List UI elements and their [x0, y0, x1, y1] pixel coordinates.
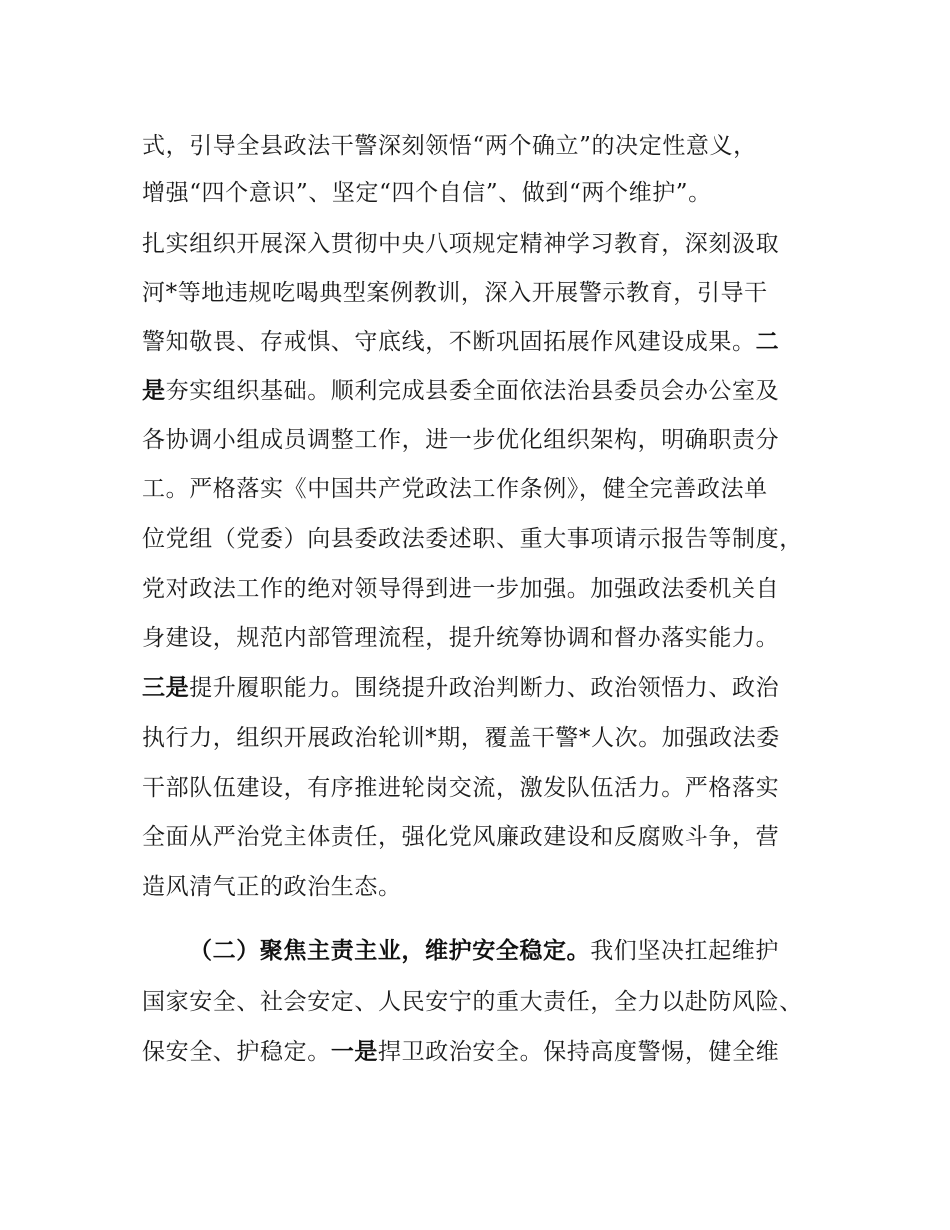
line-text: 造风清气正的政治生态。: [142, 874, 402, 900]
line-text: 位党组（党委）向县委政法委述职、重大事项请示报告等制度，: [142, 526, 803, 552]
text-line-10: [142, 574, 779, 604]
text-line-4: [142, 278, 768, 308]
line-text: 式，引导全县政法干警深刻领悟“两个确立”的决定性意义，: [142, 133, 757, 159]
line-text: 捍卫政治安全。保持高度警惕，健全维: [378, 1039, 780, 1065]
line-text: 身建设，规范内部管理流程，提升统筹协调和督办落实能力。: [142, 625, 780, 651]
line-text: 工。严格落实《中国共产党政法工作条例》，健全完善政法单: [142, 476, 768, 502]
bold-text: 三是: [142, 675, 190, 701]
line-text: 河*等地违规吃喝典型案例教训，深入开展警示教育，引导干: [142, 280, 768, 306]
text-line-7: [142, 425, 779, 455]
text-line-19: [142, 1037, 779, 1067]
text-line-11: [142, 623, 779, 653]
text-line-8: [142, 474, 768, 504]
text-line-16: [142, 872, 402, 902]
line-text: 增强“四个意识”、坚定“四个自信”、做到“两个维护”。: [142, 180, 712, 206]
text-line-14: [142, 773, 779, 803]
text-line-1: [142, 131, 757, 161]
text-line-9: [142, 524, 803, 554]
line-text: 干部队伍建设，有序推进轮岗交流，激发队伍活力。严格落实: [142, 775, 780, 801]
bold-text: 一是: [330, 1039, 379, 1065]
text-line-6: [142, 376, 779, 406]
text-line-18: [142, 987, 803, 1017]
bold-text: 二: [755, 329, 780, 355]
line-text: 扎实组织开展深入贯彻中央八项规定精神学习教育，深刻汲取: [142, 231, 780, 257]
line-text: 执行力，组织开展政治轮训*期，覆盖干警*人次。加强政法委: [142, 725, 780, 751]
text-line-3: [142, 229, 779, 259]
line-text: 国家安全、社会安定、人民安宁的重大责任，全力以赴防风险、: [142, 989, 803, 1015]
line-text: 保安全、护稳定。: [142, 1039, 331, 1065]
line-text: 提升履职能力。围绕提升政治判断力、政治领悟力、政治: [189, 675, 780, 701]
line-text: 警知敬畏、存戒惧、守底线，不断巩固拓展作风建设成果。: [142, 329, 756, 355]
text-line-13: [142, 723, 780, 753]
text-line-12: [142, 673, 779, 703]
line-text: 各协调小组成员调整工作，进一步优化组织架构，明确职责分: [142, 427, 780, 453]
text-line-2: [142, 178, 712, 208]
bold-text: 是: [142, 378, 166, 404]
text-line-15: [142, 822, 779, 852]
line-text: 全面从严治党主体责任，强化党风廉政建设和反腐败斗争，营: [142, 824, 780, 850]
text-line-5: [142, 327, 779, 357]
line-text: 夯实组织基础。顺利完成县委全面依法治县委员会办公室及: [165, 378, 780, 404]
text-line-17: [189, 936, 779, 966]
section-heading: （二）聚焦主责主业，维护安全稳定。: [189, 938, 591, 964]
line-text: 党对政法工作的绝对领导得到进一步加强。加强政法委机关自: [142, 576, 780, 602]
line-text: 我们坚决扛起维护: [590, 938, 780, 964]
